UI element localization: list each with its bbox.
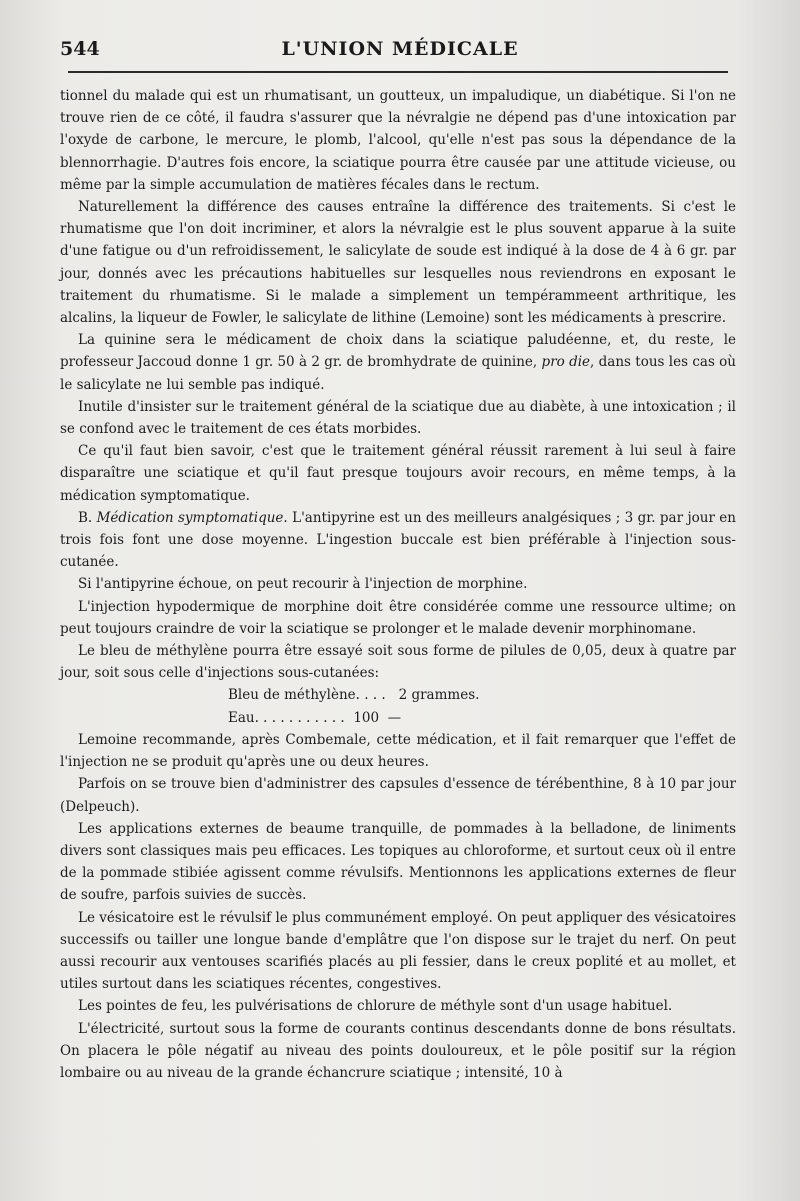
paragraph: Lemoine recommande, après Combemale, cette médication, et il fait remarquer que l'effet de l'injection ne se produit qu'après une ou deux heures.: [60, 731, 736, 771]
paragraph: Parfois on se trouve bien d'administrer des capsules d'essence de térébenthine, 8 à 10 par jour (Delpeuch).: [60, 776, 736, 815]
paragraph: Naturellement la différence des causes entraîne la différence des traitements. Si c'est le rhumatisme que l'on doit incriminer, et alors la névralgie est le plus souvent apparue à la suite d'une fatigue ou d'un refroidissement, le salicylate de soude est indiqué à la dose de 4 à 6 gr. par jour, donnés avec les précautions habituelles sur lesquelles nous reviendrons en exposant le traitement du rhumatisme. Si le malade a simplement un tempérammeent arthritique, les alcalins, la liqueur de Fowler, le salicylate de lithine (Lemoine) sont les médicaments à prescrire.: [60, 199, 736, 327]
paragraph: Si l'antipyrine échoue, on peut recourir à l'injection de morphine.: [78, 576, 528, 593]
paragraph: Ce qu'il faut bien savoir, c'est que le traitement général réussit rarement à lui seul à faire disparaître une sciatique et qu'il faut presque toujours avoir recours, en même temps, à la médication symptomatique.: [60, 443, 736, 504]
running-head: L'UNION MÉDICALE: [281, 38, 519, 60]
text-run: , dans tous les cas où le salicylate ne lui semble pas indiqué.: [60, 354, 737, 393]
paragraph: Inutile d'insister sur le traitement général de la sciatique due au diabète, à une intoxication ; il se confond avec le traitement de ces états morbides.: [60, 398, 736, 438]
formula-ingredient: Eau. . . . . . . . . . .: [228, 709, 345, 726]
article-body: [60, 85, 736, 1084]
formula-line: [60, 684, 736, 706]
paragraph: L'injection hypodermique de morphine doit être considérée comme une ressource ultime; on peut toujours craindre de voir la sciatique se prolonger et le malade devenir morphinomane.: [60, 598, 736, 637]
italic-term: pro die: [541, 354, 591, 371]
paragraph: Les pointes de feu, les pulvérisations de chlorure de méthyle sont d'un usage habituel.: [78, 998, 673, 1015]
paragraph: [60, 329, 736, 396]
paragraph: Les applications externes de beaume tranquille, de pommades à la belladone, de liniments divers sont classiques mais peu efficaces. Les topiques au chloroforme, et surtout ceux où il entre de la pommade stibiée agissent comme révulsifs. Mentionnons les applications externes de fleur de soufre, parfois suivies de succès.: [60, 820, 736, 904]
formula-amount: 100 —: [353, 709, 402, 726]
paragraph: L'électricité, surtout sous la forme de courants continus descendants donne de bons résultats. On placera le pôle négatif au niveau des points douloureux, et le pôle positif sur la région lombaire ou au niveau de la grande échancrure sciatique ; intensité, 10 à: [60, 1020, 736, 1081]
text-run: La quinine sera le médicament de choix dans la sciatique paludéenne, et, du reste, le professeur Jaccoud donne 1 gr. 50 à 2 gr. de bromhydrate de quinine,: [60, 332, 736, 371]
text-run: L'antipyrine est un des meilleurs analgésiques ; 3 gr. par jour en trois fois font une dose moyenne. L'ingestion buccale est bien préférable à l'injection sous-cutanée.: [60, 509, 736, 571]
page-header: [58, 34, 742, 64]
paragraph: tionnel du malade qui est un rhumatisant, un goutteux, un impaludique, un diabétique. Si l'on ne trouve rien de ce côté, il faudra s'assurer que la névralgie ne dépend pas d'une intoxication par l'oxyde de carbone, le mercure, le plomb, l'alcool, qu'elle n'est pas sous la dépendance de la blennorrhagie. D'autres fois encore, la sciatique pourra être causée par une attitude vicieuse, ou même par la simple accumulation de matières fécales dans le rectum.: [60, 88, 736, 193]
formula-amount: 2 grammes.: [398, 687, 480, 704]
paragraph: Le bleu de méthylène pourra être essayé soit sous forme de pilules de 0,05, deux à quatre par jour, soit sous celle d'injections sous-cutanées:: [60, 643, 736, 682]
header-rule: [68, 71, 728, 73]
page-number: 544: [60, 38, 100, 60]
formula-line: [60, 707, 736, 729]
section-title: Médication symptomatique.: [96, 509, 288, 526]
paragraph: [60, 507, 736, 574]
paragraph: Le vésicatoire est le révulsif le plus communément employé. On peut appliquer des vésicatoires successifs ou tailler une longue bande d'emplâtre que l'on dispose sur le trajet du nerf. On peut aussi recourir aux ventouses scarifiés placés au pli fessier, dans le creux poplité et au mollet, et utiles surtout dans les sciatiques récentes, congestives.: [60, 909, 736, 993]
section-letter: B.: [78, 509, 97, 526]
formula-ingredient: Bleu de méthylène. . . .: [228, 687, 386, 704]
